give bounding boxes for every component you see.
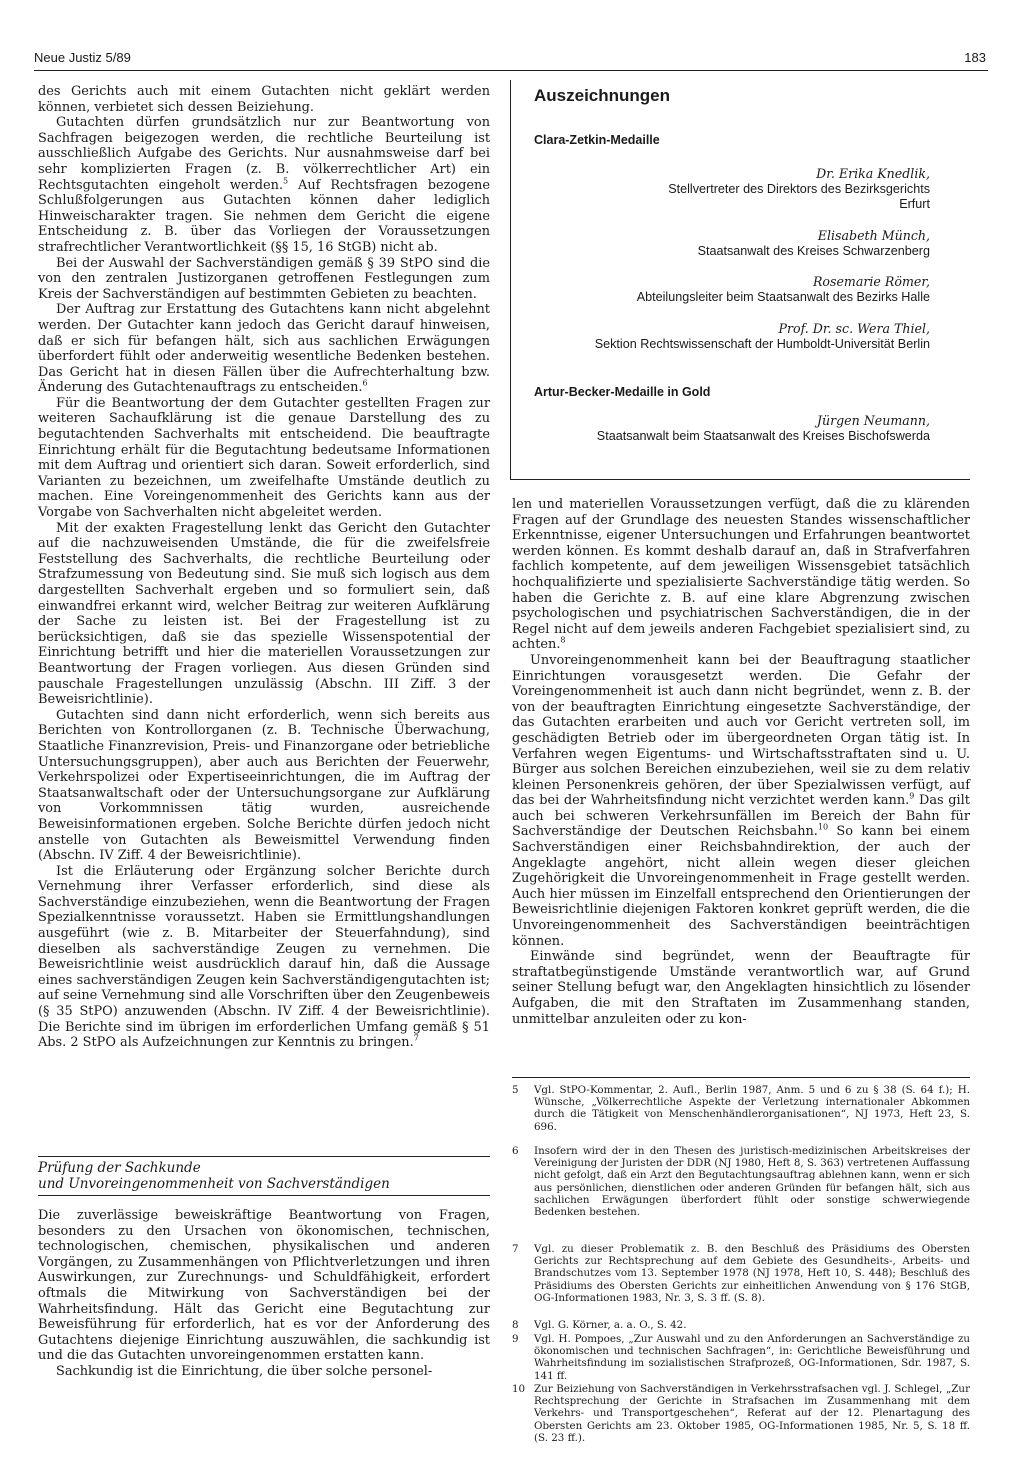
paragraph — [38, 115, 490, 255]
paragraph-text: Gutachten dürfen grundsätzlich nur zur Beantwortung von Sachfragen beigezogen werden, die rechtliche Beurteilung ist ausschließlich Aufgabe des Gerichts. Nur ausnahmsweise darf bei sehr komplizierten Fragen (z. B. völkerrechtlicher Art) ein Rechtsgutachten eingeholt werden. — [38, 115, 490, 193]
award-name: Prof. Dr. sc. Wera Thiel, — [778, 321, 930, 336]
award-name: Elisabeth Münch, — [817, 228, 930, 243]
award-entry — [520, 274, 930, 305]
paragraph-text: Auf Rechtsfragen bezogene Schlußfolgerungen aus Gutachten können daher lediglich Hinweischarakter tragen. Sie nehmen dem Gericht die eigene Entscheidung z. B. über das Vorliegen der Voraussetzungen strafrechtlicher Verantwortlichkeit (§§ 15, 16 StGB) nicht ab. — [38, 177, 490, 255]
footnote-text: Insofern wird der in den Thesen des juristisch-medizinischen Arbeitskreises der Vereinigung der Juristen der DDR (NJ 1980, Heft 8, S. 363) vertretenen Auffassung nicht gefolgt, daß ein Arzt den Begutachtungsauftrag ablehnen kann, wenn er sich aus persönlichen, dienstlichen oder anderen Gründen für befangen hält, sich aus sachlichen Erwägungen überfordert fühlt oder sonstige schwerwiegende Bedenken bestehen. — [534, 1145, 970, 1219]
award-entry — [520, 321, 930, 352]
paragraph — [512, 497, 970, 653]
footnote-ref: 5 — [282, 176, 289, 186]
footnote-text: Vgl. G. Körner, a. a. O., S. 42. — [534, 1319, 687, 1331]
right-column — [512, 497, 970, 1027]
clara-zetkin-heading: Clara-Zetkin-Medaille — [534, 133, 660, 147]
paragraph: Für die Beantwortung der dem Gutachter gestellten Fragen zur weiteren Sachaufklärung ist die genaue Darstellung des zu begutachtenden Sachverhalts mit entscheidend. Die beauftragte Einrichtung erhält für die Begutachtung bedeutsame Informationen mit dem Auftrag und orientiert sich daran. Soweit erforderlich, sind Varianten zu bezeichnen, um zweifelhafte Umstände deutlich zu machen. Eine Voreingenommenheit des Gerichts kann aus der Vorgabe von Sachverhalten nicht abgeleitet werden. — [38, 395, 490, 521]
paragraph — [38, 864, 490, 1051]
header-rule — [34, 70, 988, 71]
section-title-line1: Prüfung der Sachkunde — [38, 1160, 201, 1176]
paragraph-text: So kann bei einem Sachverständigen einer Reichsbahndirektion, der auch der Angeklagte angehört, nicht allein wegen dieser gleichen Zugehörigkeit die Unvoreingenommenheit in Frage gestellt werden. Auch hier müssen im Einzelfall entsprechend den Orientierungen der Beweisrichtlinie diejenigen Faktoren konkret geprüft werden, die die Unvoreingenommenheit des Sachverständigen beeinträchtigen können. — [512, 824, 970, 949]
footnote-ref: 9 — [909, 791, 915, 801]
footnote-ref: 8 — [560, 636, 566, 646]
left-column — [38, 84, 490, 1051]
award-role: Staatsanwalt des Kreises Schwarzenberg — [697, 243, 930, 258]
award-name: Dr. Erika Knedlik, — [816, 166, 930, 181]
award-name: Jürgen Neumann, — [816, 413, 930, 428]
footnote-number: 7 — [512, 1243, 519, 1255]
section-body — [38, 1208, 490, 1380]
footnote — [512, 1145, 970, 1218]
footnote-text: Zur Beiziehung von Sachverständigen in Verkehrsstrafsachen vgl. J. Schlegel, „Zur Rechtsprechung der Gerichte in Strafsachen im Zusammenhang mit dem Verkehrs- und Transportgeschehen“, Referat auf der 12. Plenartagung des Obersten Gerichts am 23. Oktober 1985, OG-Informationen 1985, Nr. 5, S. 18 ff. (S. 23 ff.). — [534, 1383, 970, 1444]
award-role: Erfurt — [899, 197, 930, 211]
footnote — [512, 1084, 970, 1133]
footnote — [512, 1333, 970, 1382]
paragraph: Gutachten sind dann nicht erforderlich, wenn sich bereits aus Berichten von Kontrollorganen (z. B. Technische Überwachung, Staatliche Finanzrevision, Preis- und Finanzorgane oder betriebliche Untersuchungsgruppen), aber auch aus Berichten der Feuerwehr, Verkehrspolizei oder Expertiseeinrichtungen, die im Auftrag der Staatsanwaltschaft oder der Untersuchungsorgane zur Aufklärung von Vorkommnissen tätig wurden, ausreichende Beweisinformationen ergeben. Solche Berichte dürfen jedoch nicht anstelle von Gutachten als Beweismittel Verwendung finden (Abschn. IV Ziff. 4 der Beweisrichtlinie). — [38, 707, 490, 864]
award-role: Sektion Rechtswissenschaft der Humboldt-Universität Berlin — [594, 336, 930, 351]
section-title-line2: und Unvoreingenommenheit von Sachverständigen — [38, 1176, 390, 1192]
paragraph: Einwände sind begründet, wenn der Beauftragte für straftatbegünstigende Umstände verantwortlich war, auf Grund seiner Stellung befugt war, den Angeklagten hinsichtlich zu lösender Aufgaben, die mit den Straftaten im Zusammenhang standen, unmittelbar anzuleiten oder zu kon- — [512, 949, 970, 1027]
footnote-ref: 10 — [817, 823, 829, 833]
paragraph-text: len und materiellen Voraussetzungen verfügt, daß die zu klärenden Fragen auf der Grundlage des neuesten Standes wissenschaftlicher Erkenntnisse, eigener Untersuchungen und Erfahrungen beantwortet werden können. Es kommt deshalb darauf an, daß in Strafverfahren fachlich kompetente, auf dem jeweiligen Wissensgebiet tatsächlich hochqualifizierte und spezialisierte Sachverständige tätig werden. So haben die Gerichte z. B. auf eine klare Abgrenzung zwischen psychologischen und psychiatrischen Sachverständigen, die in der Regel nicht auf dem jeweils anderen Fachgebiet spezialisiert sind, zu achten. — [512, 497, 970, 653]
footnote-ref: 7 — [413, 1033, 419, 1043]
footnote — [512, 1383, 970, 1444]
paragraph: des Gerichts auch mit einem Gutachten nicht geklärt werden können, verbietet sich dessen Beiziehung. — [38, 84, 490, 115]
award-name: Rosemarie Römer, — [812, 274, 930, 289]
footnote-number: 6 — [512, 1145, 519, 1157]
journal-header: Neue Justiz 5/89 — [34, 50, 131, 65]
footnote-rule — [512, 1077, 970, 1078]
paragraph: Bei der Auswahl der Sachverständigen gemäß § 39 StPO sind die von den zentralen Justizorganen getroffenen Festlegungen zum Kreis der Sachverständigen auf bestimmten Gebieten zu beachten. — [38, 255, 490, 302]
paragraph: Mit der exakten Fragestellung lenkt das Gericht den Gutachter auf die nachzuweisenden Umstände, die für die zweifelsfreie Feststellung des Sachverhalts, die rechtliche Beurteilung oder Strafzumessung von Bedeutung sind. Sie muß sich logisch aus dem dargestellten Sachverhalt ergeben und so formuliert sein, daß einwandfrei erkannt wird, welcher Beitrag zur weiteren Aufklärung der Sache zu leisten ist. Bei der Fragestellung ist zu berücksichtigen, daß sie das spezielle Wissenspotential der Einrichtung betrifft und hier die materiellen Voraussetzungen zur Beantwortung der Fragen vorliegen. Aus diesen Gründen sind pauschale Fragestellungen unzulässig (Abschn. III Ziff. 3 der Beweisrichtlinie). — [38, 520, 490, 708]
paragraph: Die zuverlässige beweiskräftige Beantwortung von Fragen, besonders zu den Ursachen von ökonomischen, technischen, technologischen, chemischen, physikalischen und anderen Vorgängen, zu Zusammenhängen von Pflichtverletzungen und ihren Auswirkungen, zur Zurechnungs- und Schuldfähigkeit, erfordert oftmals die Mitwirkung von Sachverständigen bei der Wahrheitsfindung. Hält das Gericht eine Begutachtung zur Beweisführung für erforderlich, hat es vor der Anforderung des Gutachtens diejenige Einrichtung auszuwählen, die sachkundig ist und die das Gutachten unvoreingenommen erstatten kann. — [38, 1208, 490, 1364]
footnote-number: 10 — [512, 1383, 526, 1395]
footnote — [512, 1319, 970, 1331]
footnote-text: Vgl. StPO-Kommentar, 2. Aufl., Berlin 1987, Anm. 5 und 6 zu § 38 (S. 64 f.); H. Wünsche, „Völkerrechtliche Aspekte der Verletzung internationaler Abkommen durch die Tätigkeit von Menschenhändlerorganisationen“, NJ 1973, Heft 23, S. 696. — [534, 1084, 970, 1133]
footnote-text: Vgl. H. Pompoes, „Zur Auswahl und zu den Anforderungen an Sachverständige zu ökonomischen und technischen Sachfragen“, in: Gerichtliche Beweisführung und Wahrheitsfindung im sozialistischen Strafprozeß, OG-Informationen, Sdr. 1987, S. 141 ff. — [534, 1333, 970, 1382]
paragraph: Sachkundig ist die Einrichtung, die über solche personel- — [56, 1363, 433, 1379]
paragraph — [38, 302, 490, 396]
paragraph-text: Unvoreingenommenheit kann bei der Beauftragung staatlicher Einrichtungen vorausgesetzt werden. Die Gefahr der Voreingenommenheit ist auch dann nicht begründet, wenn z. B. der von der beauftragten Einrichtung eingesetzte Sachverständige, der das Gutachten erarbeiten und auch vor Gericht vertreten soll, im geschädigten Betrieb oder im übergeordneten Organ tätig ist. In Verfahren wegen Eigentums- und Wirtschaftsstraftaten sind u. U. Bürger aus solchen Bereichen einzubeziehen, weil sie zu dem relativ kleinen Personenkreis gehören, der über Spezialwissen verfügt, auf das bei der Wahrheitsfindung nicht verzichtet werden kann. — [512, 652, 970, 809]
section-heading — [38, 1156, 490, 1199]
award-role: Stellvertreter des Direktors des Bezirksgerichts — [668, 181, 930, 196]
section-rule-top — [38, 1156, 490, 1157]
footnote-number: 5 — [512, 1084, 519, 1096]
award-role: Staatsanwalt beim Staatsanwalt des Kreises Bischofswerda — [596, 428, 930, 443]
footnote-ref: 6 — [362, 378, 368, 388]
paragraph-text: Ist die Erläuterung oder Ergänzung solcher Berichte durch Vernehmung ihrer Verfasser erforderlich, sind diese als Sachverständige einzubeziehen, wenn die Beantwortung der Fragen Spezialkenntnisse voraussetzt. Haben sie Ermittlungshandlungen ausgeführt (wie z. B. Mitarbeiter der Steuerfahndung), sind dieselben als sachverständige Zeugen zu vernehmen. Die Beweisrichtlinie weist ausdrücklich darauf hin, daß die Aussage eines sachverständigen Zeugen kein Sachverständigengutachten ist; auf seine Vernehmung sind alle Vorschriften über den Zeugenbeweis (§ 35 StPO) anzuwenden (Abschn. IV Ziff. 4 der Beweisrichtlinie). Die Berichte sind im übrigen im erforderlichen Umfang gemäß § 51 Abs. 2 StPO als Aufzeichnungen zur Kenntnis zu bringen. — [38, 863, 490, 1051]
award-entry — [520, 413, 930, 444]
award-entry — [520, 228, 930, 259]
awards-title: Auszeichnungen — [534, 86, 671, 105]
award-role: Abteilungsleiter beim Staatsanwalt des Bezirks Halle — [636, 289, 930, 304]
footnote-number: 8 — [512, 1319, 519, 1331]
paragraph-text: Das gilt auch bei schweren Verkehrsunfällen im Bereich der Bahn für Sachverständige der Deutschen Reichsbahn. — [512, 793, 970, 840]
paragraph — [512, 653, 970, 949]
footnote — [512, 1243, 970, 1304]
paragraph-text: Der Auftrag zur Erstattung des Gutachtens kann nicht abgelehnt werden. Der Gutachter kann jedoch das Gericht darauf hinweisen, daß er sich für befangen hält, sich aus sachlichen Erwägungen überfordert fühlt oder anderweitig wesentliche Bedenken bestehen. Das Gericht hat in diesen Fällen über die Aufrechterhaltung bzw. Änderung des Gutachtenauftrags zu entscheiden. — [38, 302, 490, 396]
section-rule-bottom — [38, 1195, 490, 1196]
page-number: 183 — [964, 50, 986, 65]
award-entry — [520, 166, 930, 213]
footnote-number: 9 — [512, 1333, 519, 1345]
artur-becker-heading: Artur-Becker-Medaille in Gold — [534, 385, 711, 399]
footnote-text: Vgl. zu dieser Problematik z. B. den Beschluß des Präsidiums des Obersten Gerichts zur Rechtsprechung auf dem Gebiete des Gesundheits-, Arbeits- und Brandschutzes vom 13. September 1978 (NJ 1978, Heft 10, S. 448); Beschluß des Präsidiums des Obersten Gerichts zur einheitlichen Anwendung von § 176 StGB, OG-Informationen 1983, Nr. 3, S. 3 ff. (S. 8). — [534, 1243, 970, 1304]
